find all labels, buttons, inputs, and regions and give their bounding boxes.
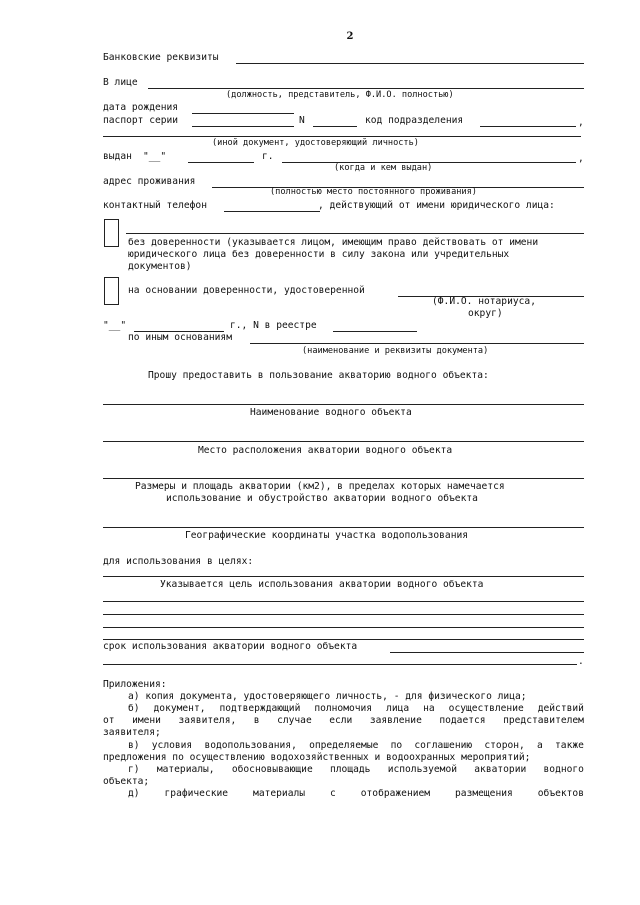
water-location-line[interactable] bbox=[103, 441, 584, 442]
no-poa-top-line bbox=[126, 233, 584, 234]
attachment-b-line-3: заявителя; bbox=[103, 727, 161, 738]
passport-series-line[interactable] bbox=[192, 126, 294, 127]
other-document-line[interactable] bbox=[103, 136, 581, 137]
other-grounds-label: по иным основаниям bbox=[128, 332, 232, 343]
passport-series-label: паспорт серии bbox=[103, 115, 179, 126]
address-label: адрес проживания bbox=[103, 176, 196, 187]
issued-comma: , bbox=[578, 153, 584, 164]
term-line-2[interactable] bbox=[103, 664, 577, 665]
phone-line[interactable] bbox=[224, 211, 320, 212]
in-person-hint: (должность, представитель, Ф.И.О. полностью) bbox=[226, 90, 454, 100]
water-name-label: Наименование водного объекта bbox=[250, 407, 412, 418]
registry-label: г., N в реестре bbox=[230, 320, 317, 331]
purpose-line-2[interactable] bbox=[103, 601, 584, 602]
purpose-hint: Указывается цель использования акватории водного объекта bbox=[160, 579, 484, 590]
other-grounds-line[interactable] bbox=[250, 343, 584, 344]
notary-hint-1: (Ф.И.О. нотариуса, bbox=[432, 296, 536, 307]
issued-day: "__" bbox=[143, 151, 167, 162]
notary-hint-2: округ) bbox=[468, 308, 503, 319]
page-number: 2 bbox=[346, 31, 354, 42]
request-text: Прошу предоставить в пользование акваторию водного объекта: bbox=[148, 370, 489, 381]
term-period: . bbox=[578, 656, 584, 667]
issued-label: выдан bbox=[103, 151, 132, 162]
attachment-v-line-2: предложения по осуществлению водохозяйственных и водоохранных мероприятий; bbox=[103, 752, 531, 763]
purpose-line-4[interactable] bbox=[103, 627, 584, 628]
attachments-title: Приложения: bbox=[103, 679, 167, 690]
acting-label: , действующий от имени юридического лица: bbox=[318, 200, 555, 211]
issued-hint: (когда и кем выдан) bbox=[334, 163, 433, 173]
attachment-d-line-1: д) графические материалы с отображением размещения объектов bbox=[128, 788, 584, 799]
geo-coords-label: Географические координаты участка водопользования bbox=[185, 530, 469, 541]
attachment-b-line-1: б) документ, подтверждающий полномочия лица на осуществление действий bbox=[128, 703, 584, 714]
water-location-label: Место расположения акватории водного объекта bbox=[198, 445, 453, 456]
geo-coords-line[interactable] bbox=[103, 527, 584, 528]
issued-month-line[interactable] bbox=[188, 162, 254, 163]
no-poa-text-2: юридического лица без доверенности в силу закона или учредительных bbox=[128, 249, 510, 260]
poa-checkbox[interactable] bbox=[104, 277, 119, 305]
purpose-line-3[interactable] bbox=[103, 614, 584, 615]
term-label: срок использования акватории водного объекта bbox=[103, 641, 358, 652]
attachment-g-line-2: объекта; bbox=[103, 776, 150, 787]
division-code-comma: , bbox=[578, 117, 584, 128]
no-poa-checkbox[interactable] bbox=[104, 219, 119, 247]
purpose-line-5[interactable] bbox=[103, 639, 584, 640]
in-person-line[interactable] bbox=[148, 88, 584, 89]
registry-day: "__" bbox=[103, 320, 127, 331]
address-hint: (полностью место постоянного проживания) bbox=[270, 187, 477, 197]
term-line-1[interactable] bbox=[390, 652, 584, 653]
division-code-label: код подразделения bbox=[365, 115, 464, 126]
passport-number-line[interactable] bbox=[313, 126, 357, 127]
attachment-b-line-2: от имени заявителя, в случае если заявление подается представителем bbox=[103, 715, 584, 726]
water-name-line[interactable] bbox=[103, 404, 584, 405]
passport-number-sign: N bbox=[299, 115, 305, 126]
birth-date-label: дата рождения bbox=[103, 102, 179, 113]
size-label-2: использование и обустройство акватории водного объекта bbox=[166, 493, 478, 504]
purpose-label: для использования в целях: bbox=[103, 556, 254, 567]
birth-date-line[interactable] bbox=[192, 113, 294, 114]
no-poa-text-1: без доверенности (указывается лицом, имеющим право действовать от имени bbox=[128, 237, 539, 248]
attachment-v-line-1: в) условия водопользования, определяемые по соглашению сторон, а также bbox=[128, 740, 584, 751]
no-poa-text-3: документов) bbox=[128, 261, 192, 272]
size-label-1: Размеры и площадь акватории (км2), в пределах которых намечается bbox=[135, 481, 505, 492]
division-code-line[interactable] bbox=[480, 126, 576, 127]
phone-label: контактный телефон bbox=[103, 200, 207, 211]
attachment-g-line-1: г) материалы, обосновывающие площадь используемой акватории водного bbox=[128, 764, 584, 775]
other-document-hint: (иной документ, удостоверяющий личность) bbox=[212, 138, 419, 148]
issued-year-g: г. bbox=[262, 151, 274, 162]
purpose-line-1[interactable] bbox=[103, 576, 584, 577]
attachment-a: а) копия документа, удостоверяющего личность, - для физического лица; bbox=[128, 691, 527, 702]
in-person-label: В лице bbox=[103, 77, 138, 88]
poa-label: на основании доверенности, удостоверенной bbox=[128, 285, 365, 296]
bank-requisites-line[interactable] bbox=[236, 63, 584, 64]
bank-requisites-label: Банковские реквизиты bbox=[103, 52, 219, 63]
document-hint: (наименование и реквизиты документа) bbox=[302, 346, 489, 356]
registry-number-line[interactable] bbox=[333, 331, 417, 332]
size-line[interactable] bbox=[103, 478, 584, 479]
